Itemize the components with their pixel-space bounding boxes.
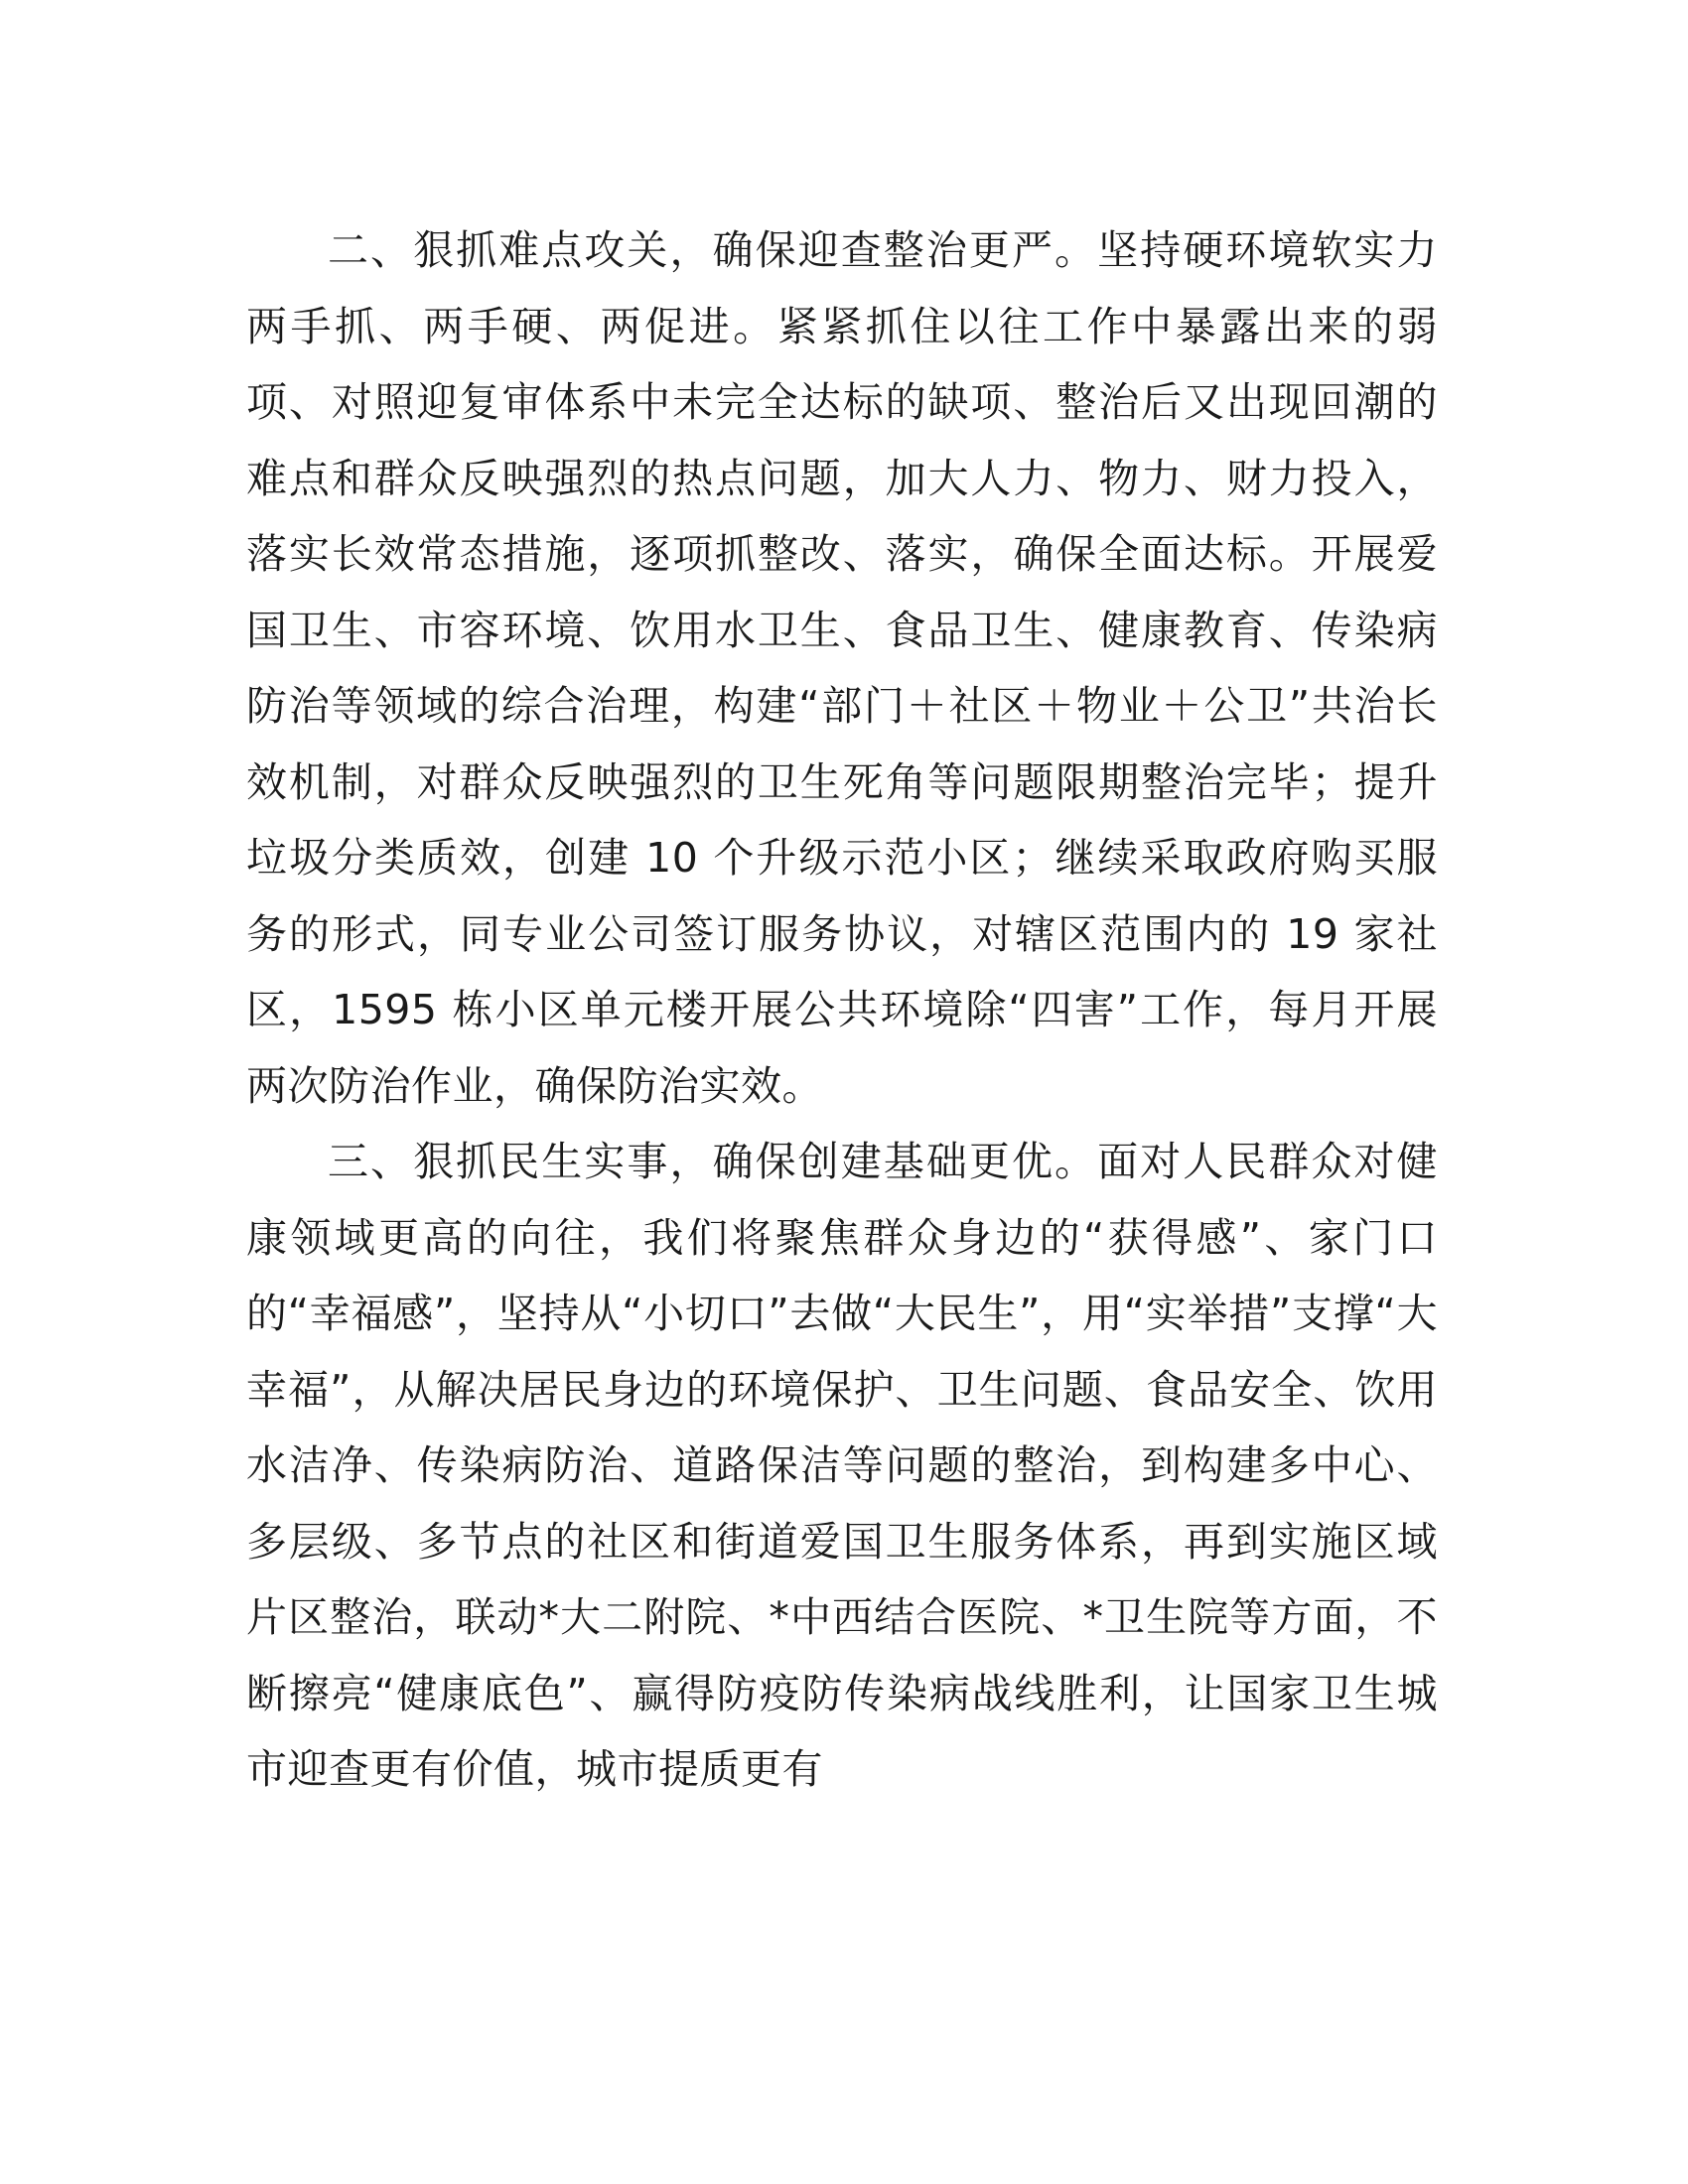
document-body — [246, 212, 1438, 1808]
paragraph-two: 二、狠抓难点攻关，确保迎查整治更严。坚持硬环境软实力两手抓、两手硬、两促进。紧紧抓住以往工作中暴露出来的弱项、对照迎复审体系中未完全达标的缺项、整治后又出现回潮的难点和群众反映强烈的热点问题，加大人力、物力、财力投入，落实长效常态措施，逐项抓整改、落实，确保全面达标。开展爱国卫生、市容环境、饮用水卫生、食品卫生、健康教育、传染病防治等领域的综合治理，构建“部门＋社区＋物业＋公卫”共治长效机制，对群众反映强烈的卫生死角等问题限期整治完毕；提升垃圾分类质效，创建 10 个升级示范小区；继续采取政府购买服务的形式，同专业公司签订服务协议，对辖区范围内的 19 家社区，1595 栋小区单元楼开展公共环境除“四害”工作，每月开展两次防治作业，确保防治实效。 — [246, 226, 1438, 1110]
paragraph-three: 三、狠抓民生实事，确保创建基础更优。面对人民群众对健康领域更高的向往，我们将聚焦群众身边的“获得感”、家门口的“幸福感”，坚持从“小切口”去做“大民生”，用“实举措”支撑“大幸福”，从解决居民身边的环境保护、卫生问题、食品安全、饮用水洁净、传染病防治、道路保洁等问题的整治，到构建多中心、多层级、多节点的社区和街道爱国卫生服务体系，再到实施区域片区整治，联动*大二附院、*中西结合医院、*卫生院等方面，不断擦亮“健康底色”、赢得防疫防传染病战线胜利，让国家卫生城市迎查更有价值，城市提质更有 — [246, 1138, 1438, 1793]
